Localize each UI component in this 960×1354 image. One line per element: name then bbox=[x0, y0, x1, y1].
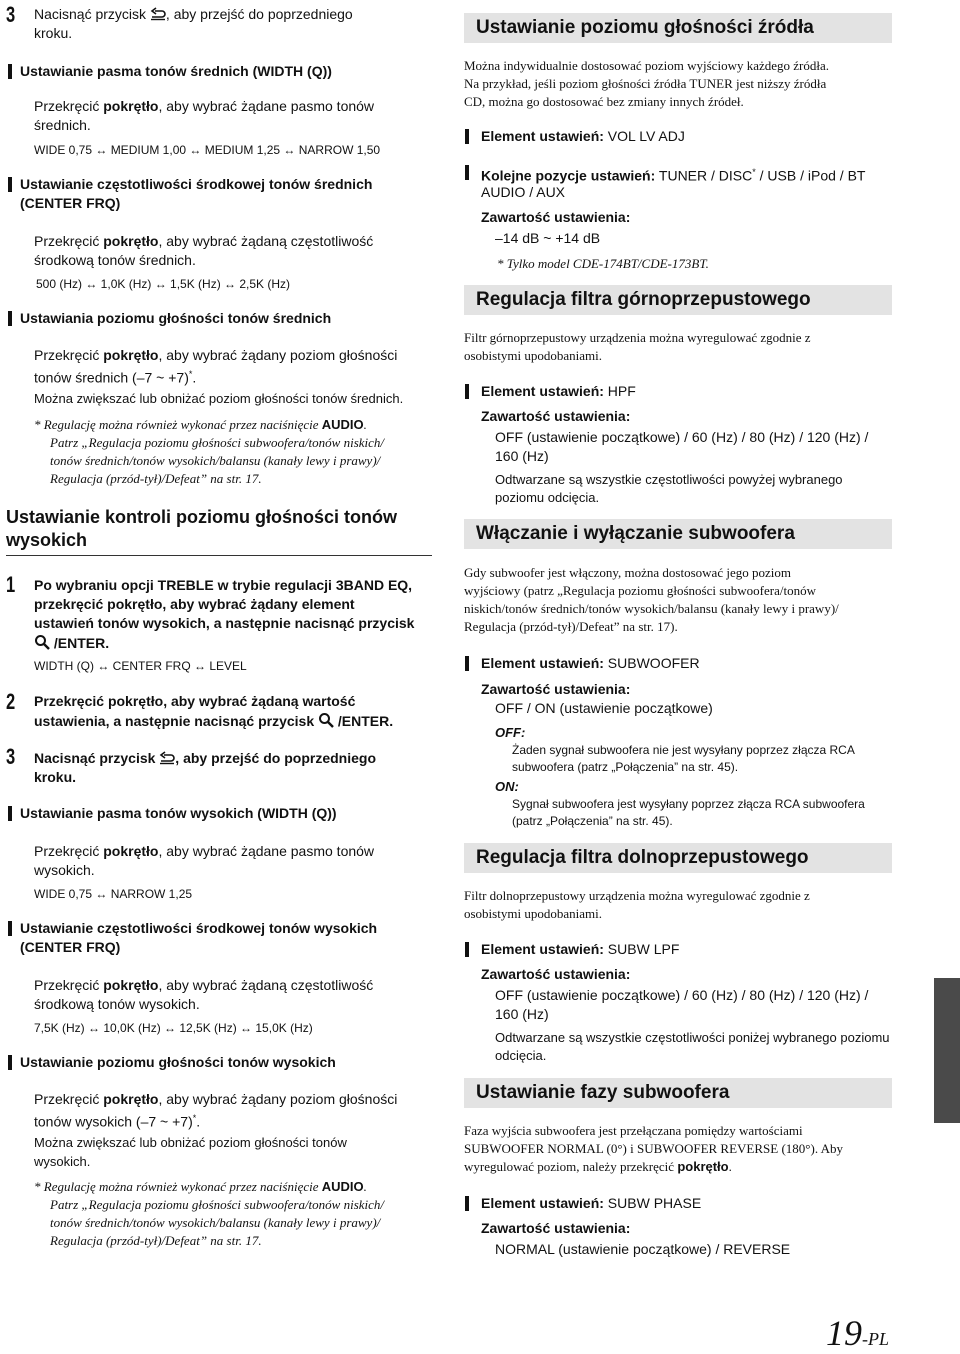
footnote-line: tonów średnich/tonów wysokich/balansu (kanały lewy i prawy)/ bbox=[50, 1215, 381, 1230]
bullet-bar bbox=[8, 806, 12, 821]
paragraph-line: osobistymi upodobaniami. bbox=[464, 906, 602, 921]
instruction-line2: środkową tonów wysokich. bbox=[34, 996, 200, 1012]
section-header bbox=[464, 1078, 892, 1108]
content-label: Zawartość ustawienia: bbox=[481, 408, 631, 424]
section-title: Włączanie i wyłączanie subwoofera bbox=[476, 523, 795, 544]
page-number: 19-PL bbox=[826, 1313, 889, 1353]
step-text: Nacisnąć przycisk , aby przejść do poprzedniego bbox=[34, 6, 353, 22]
option-sequence: 7,5K (Hz) ↔ 10,0K (Hz) ↔ 12,5K (Hz) ↔ 15,0K (Hz) bbox=[34, 1021, 313, 1035]
side-tab-marker bbox=[934, 978, 960, 1123]
setting-item: Element ustawień: SUBW PHASE bbox=[481, 1195, 702, 1211]
step-text-line: ustawień tonów wysokich, a następnie nacisnąć przycisk bbox=[34, 615, 415, 631]
content-desc-line2: poziomu odcięcia. bbox=[495, 490, 600, 505]
paragraph-line: wyjściowy (patrz „Regulacja poziomu głośności subwoofera/tonów bbox=[464, 583, 816, 598]
return-icon bbox=[159, 751, 175, 765]
instruction: Przekręcić pokrętło, aby wybrać żądany poziom głośności bbox=[34, 1091, 398, 1107]
section-title-line2: wysokich bbox=[6, 530, 88, 550]
option-sequence: WIDTH (Q) ↔ CENTER FRQ ↔ LEVEL bbox=[34, 659, 247, 673]
bullet-bar bbox=[465, 942, 469, 957]
instruction-line2: wysokich. bbox=[34, 862, 95, 878]
paragraph-line: wyregulować poziom, należy przekręcić pokrętło. bbox=[464, 1159, 732, 1174]
section-header bbox=[464, 843, 892, 873]
bullet-bar bbox=[465, 656, 469, 671]
setting-item: Element ustawień: SUBW LPF bbox=[481, 941, 680, 957]
description: Można zwiększać lub obniżać poziom głośności tonów średnich. bbox=[34, 391, 404, 406]
paragraph-line: CD, można go dostosować bez zmiany innych źródeł. bbox=[464, 94, 744, 109]
paragraph-line: Gdy subwoofer jest włączony, można dostosować jego poziom bbox=[464, 565, 791, 580]
step-number: 2 bbox=[6, 689, 16, 714]
search-icon bbox=[34, 634, 50, 650]
content-desc-line2: odcięcia. bbox=[495, 1048, 547, 1063]
next-items-line2: AUDIO / AUX bbox=[481, 184, 566, 200]
section-header bbox=[464, 13, 892, 43]
description: Można zwiększać lub obniżać poziom głośności tonów bbox=[34, 1135, 347, 1150]
instruction: Przekręcić pokrętło, aby wybrać żądane pasmo tonów bbox=[34, 843, 375, 859]
paragraph-line: SUBWOOFER NORMAL (0°) i SUBWOOFER REVERSE (180°). Aby bbox=[464, 1141, 843, 1156]
instruction-line2: średnich. bbox=[34, 117, 91, 133]
bullet-bar bbox=[465, 129, 469, 144]
section-header bbox=[464, 519, 892, 549]
subheading: Ustawianie częstotliwości środkowej tonów średnich bbox=[20, 176, 373, 192]
next-items: Kolejne pozycje ustawień: TUNER / DISC* / USB / iPod / BT bbox=[481, 167, 866, 184]
option-label-on: ON: bbox=[495, 779, 519, 794]
bullet-bar bbox=[8, 1055, 12, 1070]
setting-item: Element ustawień: SUBWOOFER bbox=[481, 655, 700, 671]
content-label: Zawartość ustawienia: bbox=[481, 966, 631, 982]
section-title: Ustawianie kontroli poziomu głośności tonów bbox=[6, 507, 398, 527]
content-value: OFF / ON (ustawienie początkowe) bbox=[495, 700, 713, 716]
footnote: * Regulację można również wykonać przez naciśnięcie AUDIO. bbox=[34, 1179, 367, 1194]
footnote-line: Patrz „Regulacja poziomu głośności subwoofera/tonów niskich/ bbox=[50, 1197, 385, 1212]
paragraph-line: osobistymi upodobaniami. bbox=[464, 348, 602, 363]
footnote-line: Regulacja (przód-tył)/Defeat” na str. 17. bbox=[50, 1233, 262, 1248]
bullet-bar bbox=[8, 921, 12, 936]
section-title: Regulacja filtra dolnoprzepustowego bbox=[476, 847, 809, 868]
bullet-bar bbox=[465, 165, 469, 180]
content-value-line2: 160 (Hz) bbox=[495, 448, 549, 464]
instruction-line2: tonów średnich (–7 ~ +7)*. bbox=[34, 369, 197, 386]
subheading: Ustawianie częstotliwości środkowej tonów wysokich bbox=[20, 920, 378, 936]
return-icon bbox=[150, 7, 166, 21]
instruction: Przekręcić pokrętło, aby wybrać żądaną częstotliwość bbox=[34, 977, 374, 993]
option-desc-line2: subwoofera (patrz „Połączenia” na str. 45). bbox=[512, 760, 739, 774]
footnote: * Regulację można również wykonać przez naciśnięcie AUDIO. bbox=[34, 417, 367, 432]
option-desc-line2: (patrz „Połączenia” na str. 45). bbox=[512, 814, 673, 828]
search-icon bbox=[318, 712, 334, 728]
content-value: OFF (ustawienie początkowe) / 60 (Hz) / 80 (Hz) / 120 (Hz) / bbox=[495, 429, 869, 445]
subheading-line2: (CENTER FRQ) bbox=[20, 195, 121, 211]
content-label: Zawartość ustawienia: bbox=[481, 209, 631, 225]
setting-item: Element ustawień: VOL LV ADJ bbox=[481, 128, 685, 144]
section-header bbox=[464, 285, 892, 315]
step-text: Nacisnąć przycisk , aby przejść do poprzedniego bbox=[34, 750, 376, 766]
paragraph-line: niskich/tonów średnich/tonów wysokich/balansu (kanały lewy i prawy)/ bbox=[464, 601, 839, 616]
option-sequence: WIDE 0,75 ↔ MEDIUM 1,00 ↔ MEDIUM 1,25 ↔ NARROW 1,50 bbox=[34, 143, 381, 157]
step-text-line2: ustawienia, a następnie nacisnąć przycisk /ENTER. bbox=[34, 713, 394, 729]
instruction-line2: tonów wysokich (–7 ~ +7)*. bbox=[34, 1113, 201, 1130]
paragraph-line: Filtr dolnoprzepustowy urządzenia można wyregulować zgodnie z bbox=[464, 888, 810, 903]
option-label-off: OFF: bbox=[495, 725, 526, 740]
step-text-line2: kroku. bbox=[34, 769, 77, 785]
section-rule bbox=[6, 555, 432, 556]
bullet-bar bbox=[465, 1196, 469, 1211]
paragraph-line: Na przykład, jeśli poziom głośności źródła TUNER jest niższy źródła bbox=[464, 76, 827, 91]
content-value-line2: 160 (Hz) bbox=[495, 1006, 549, 1022]
setting-item: Element ustawień: HPF bbox=[481, 383, 636, 399]
instruction: Przekręcić pokrętło, aby wybrać żądany poziom głośności bbox=[34, 347, 398, 363]
step-text-line2: kroku. bbox=[34, 25, 73, 41]
section-title: Ustawianie poziomu głośności źródła bbox=[476, 17, 814, 38]
instruction: Przekręcić pokrętło, aby wybrać żądane pasmo tonów bbox=[34, 98, 375, 114]
paragraph-line: Można indywidualnie dostosować poziom wyjściowy każdego źródła. bbox=[464, 58, 829, 73]
content-label: Zawartość ustawienia: bbox=[481, 1220, 631, 1236]
step-text-line: przekręcić pokrętło, aby wybrać żądany element bbox=[34, 596, 355, 612]
bullet-bar bbox=[465, 384, 469, 399]
option-sequence: 500 (Hz) ↔ 1,0K (Hz) ↔ 1,5K (Hz) ↔ 2,5K (Hz) bbox=[36, 277, 291, 291]
footnote-line: Patrz „Regulacja poziomu głośności subwoofera/tonów niskich/ bbox=[50, 435, 385, 450]
step-number: 3 bbox=[6, 744, 16, 769]
bullet-bar bbox=[8, 311, 12, 326]
paragraph-line: Faza wyjścia subwoofera jest przełączana pomiędzy wartościami bbox=[464, 1123, 803, 1138]
description-line2: wysokich. bbox=[34, 1154, 91, 1169]
content-desc: Odtwarzane są wszystkie częstotliwości poniżej wybranego poziomu bbox=[495, 1030, 890, 1045]
content-label: Zawartość ustawienia: bbox=[481, 681, 631, 697]
option-desc: Sygnał subwoofera jest wysyłany poprzez złącza RCA subwoofera bbox=[512, 797, 865, 811]
subheading: Ustawianie pasma tonów średnich (WIDTH (Q)) bbox=[20, 63, 332, 79]
paragraph-line: Filtr górnoprzepustowy urządzenia można wyregulować zgodnie z bbox=[464, 330, 811, 345]
footnote-line: tonów średnich/tonów wysokich/balansu (kanały lewy i prawy)/ bbox=[50, 453, 381, 468]
content-desc: Odtwarzane są wszystkie częstotliwości powyżej wybranego bbox=[495, 472, 843, 487]
step-text-line: /ENTER. bbox=[34, 634, 109, 653]
subheading: Ustawianie poziomu głośności tonów wysokich bbox=[20, 1054, 336, 1070]
content-value: OFF (ustawienie początkowe) / 60 (Hz) / 80 (Hz) / 120 (Hz) / bbox=[495, 987, 869, 1003]
section-title: Regulacja filtra górnoprzepustowego bbox=[476, 289, 811, 310]
option-desc: Żaden sygnał subwoofera nie jest wysyłany poprzez złącza RCA bbox=[512, 743, 855, 757]
content-value: –14 dB ~ +14 dB bbox=[495, 230, 601, 246]
subheading: Ustawianie pasma tonów wysokich (WIDTH (Q)) bbox=[20, 805, 337, 821]
instruction-line2: środkową tonów średnich. bbox=[34, 252, 196, 268]
subheading-line2: (CENTER FRQ) bbox=[20, 939, 121, 955]
step-text: Przekręcić pokrętło, aby wybrać żądaną wartość bbox=[34, 693, 356, 709]
step-number: 3 bbox=[6, 2, 16, 27]
step-text: Po wybraniu opcji TREBLE w trybie regulacji 3BAND EQ, bbox=[34, 577, 413, 593]
subheading: Ustawiania poziomu głośności tonów średnich bbox=[20, 310, 332, 326]
content-value: NORMAL (ustawienie początkowe) / REVERSE bbox=[495, 1241, 791, 1257]
bullet-bar bbox=[8, 64, 12, 79]
footnote-line: Regulacja (przód-tył)/Defeat” na str. 17. bbox=[50, 471, 262, 486]
paragraph-line: Regulacja (przód-tył)/Defeat” na str. 17). bbox=[464, 619, 678, 634]
bullet-bar bbox=[8, 177, 12, 192]
step-number: 1 bbox=[6, 572, 16, 597]
section-title: Ustawianie fazy subwoofera bbox=[476, 1082, 730, 1103]
option-sequence: WIDE 0,75 ↔ NARROW 1,25 bbox=[34, 887, 193, 901]
instruction: Przekręcić pokrętło, aby wybrać żądaną częstotliwość bbox=[34, 233, 374, 249]
footnote: * Tylko model CDE-174BT/CDE-173BT. bbox=[497, 256, 709, 271]
